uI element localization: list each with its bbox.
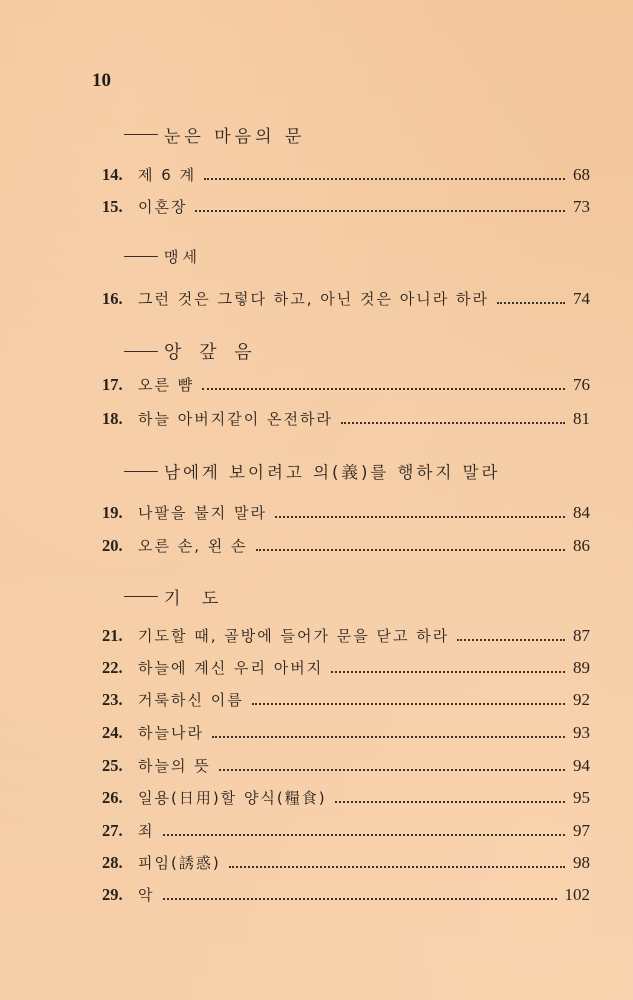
toc-entry[interactable] bbox=[102, 787, 590, 808]
entry-title: 거룩하신 이름 bbox=[138, 691, 244, 709]
entry-page: 89 bbox=[573, 658, 590, 677]
section-heading bbox=[124, 459, 501, 483]
section-heading-text: 눈은 마음의 문 bbox=[164, 127, 306, 147]
em-dash-rule bbox=[124, 134, 158, 135]
section-heading-text: 기 도 bbox=[164, 589, 227, 609]
em-dash-rule bbox=[124, 596, 158, 597]
dot-leader bbox=[163, 834, 566, 836]
entry-number: 24. bbox=[102, 723, 123, 742]
entry-page: 92 bbox=[573, 690, 590, 709]
entry-page: 73 bbox=[573, 197, 590, 216]
entry-title: 하늘에 계신 우리 아버지 bbox=[138, 659, 324, 677]
entry-number: 28. bbox=[102, 853, 123, 872]
section-heading-text: 앙 갚 음 bbox=[164, 342, 258, 363]
entry-title: 하늘 아버지같이 온전하라 bbox=[138, 410, 333, 428]
toc-entry[interactable] bbox=[102, 722, 590, 743]
em-dash-rule bbox=[124, 351, 158, 352]
entry-number: 20. bbox=[102, 536, 123, 555]
entry-title: 하늘나라 bbox=[138, 724, 204, 742]
entry-number: 22. bbox=[102, 658, 123, 677]
dot-leader bbox=[202, 388, 565, 390]
toc-entry[interactable] bbox=[102, 820, 590, 841]
entry-page: 68 bbox=[573, 165, 590, 184]
entry-page: 74 bbox=[573, 289, 590, 308]
entry-page: 95 bbox=[573, 788, 590, 807]
dot-leader bbox=[335, 801, 565, 803]
entry-title: 피임(誘惑) bbox=[138, 854, 221, 872]
entry-number: 23. bbox=[102, 690, 123, 709]
toc-entry[interactable] bbox=[102, 625, 590, 646]
entry-page: 86 bbox=[573, 536, 590, 555]
entry-title: 기도할 때, 골방에 들어가 문을 닫고 하라 bbox=[138, 627, 450, 645]
entry-title: 이혼장 bbox=[138, 198, 188, 216]
entry-number: 14. bbox=[102, 165, 123, 184]
dot-leader bbox=[204, 178, 565, 180]
entry-title: 오른 손, 왼 손 bbox=[138, 537, 248, 555]
entry-number: 21. bbox=[102, 626, 123, 645]
entry-number: 25. bbox=[102, 756, 123, 775]
dot-leader bbox=[457, 639, 565, 641]
entry-number: 15. bbox=[102, 197, 123, 216]
entry-title: 제 6 계 bbox=[138, 166, 197, 184]
toc-entry[interactable] bbox=[102, 502, 590, 523]
section-heading bbox=[124, 122, 305, 147]
entry-page: 76 bbox=[573, 375, 590, 394]
entry-title: 그런 것은 그렇다 하고, 아닌 것은 아니라 하라 bbox=[138, 290, 489, 308]
toc-entry[interactable] bbox=[102, 288, 590, 309]
entry-number: 19. bbox=[102, 503, 123, 522]
entry-title: 하늘의 뜻 bbox=[138, 757, 211, 775]
dot-leader bbox=[331, 671, 565, 673]
section-heading bbox=[124, 584, 226, 609]
section-heading-text: 맹세 bbox=[164, 248, 201, 266]
section-heading bbox=[124, 338, 258, 364]
toc-entry[interactable] bbox=[102, 884, 590, 905]
entry-number: 29. bbox=[102, 885, 123, 904]
section-heading-text: 남에게 보이려고 의(義)를 행하지 말라 bbox=[164, 463, 501, 482]
toc-entry[interactable] bbox=[102, 852, 590, 873]
entry-title: 죄 bbox=[138, 822, 155, 840]
em-dash-rule bbox=[124, 256, 158, 257]
entry-number: 27. bbox=[102, 821, 123, 840]
entry-title: 악 bbox=[138, 886, 155, 904]
dot-leader bbox=[229, 866, 565, 868]
entry-page: 98 bbox=[573, 853, 590, 872]
dot-leader bbox=[252, 703, 565, 705]
toc-entry[interactable] bbox=[102, 374, 590, 395]
dot-leader bbox=[195, 210, 565, 212]
entry-page: 102 bbox=[564, 885, 590, 904]
em-dash-rule bbox=[124, 471, 158, 472]
dot-leader bbox=[163, 898, 557, 900]
page-number: 10 bbox=[92, 70, 111, 91]
dot-leader bbox=[275, 516, 565, 518]
entry-title: 오른 뺨 bbox=[138, 376, 195, 394]
toc-entry[interactable] bbox=[102, 657, 590, 678]
dot-leader bbox=[497, 302, 565, 304]
toc-entry[interactable] bbox=[102, 535, 590, 556]
entry-number: 18. bbox=[102, 409, 123, 428]
dot-leader bbox=[219, 769, 565, 771]
entry-page: 97 bbox=[573, 821, 590, 840]
dot-leader bbox=[212, 736, 565, 738]
entry-number: 26. bbox=[102, 788, 123, 807]
entry-title: 일용(日用)할 양식(糧食) bbox=[138, 789, 327, 807]
entry-number: 16. bbox=[102, 289, 123, 308]
entry-page: 94 bbox=[573, 756, 590, 775]
toc-entry[interactable] bbox=[102, 755, 590, 776]
entry-page: 87 bbox=[573, 626, 590, 645]
dot-leader bbox=[256, 549, 565, 551]
dot-leader bbox=[341, 422, 565, 424]
entry-page: 84 bbox=[573, 503, 590, 522]
toc-entry[interactable] bbox=[102, 689, 590, 710]
toc-entry[interactable] bbox=[102, 164, 590, 185]
toc-entry[interactable] bbox=[102, 408, 590, 429]
entry-page: 81 bbox=[573, 409, 590, 428]
toc-entry[interactable] bbox=[102, 196, 590, 217]
entry-title: 나팔을 불지 말라 bbox=[138, 504, 267, 522]
entry-page: 93 bbox=[573, 723, 590, 742]
entry-number: 17. bbox=[102, 375, 123, 394]
section-heading bbox=[124, 246, 201, 267]
